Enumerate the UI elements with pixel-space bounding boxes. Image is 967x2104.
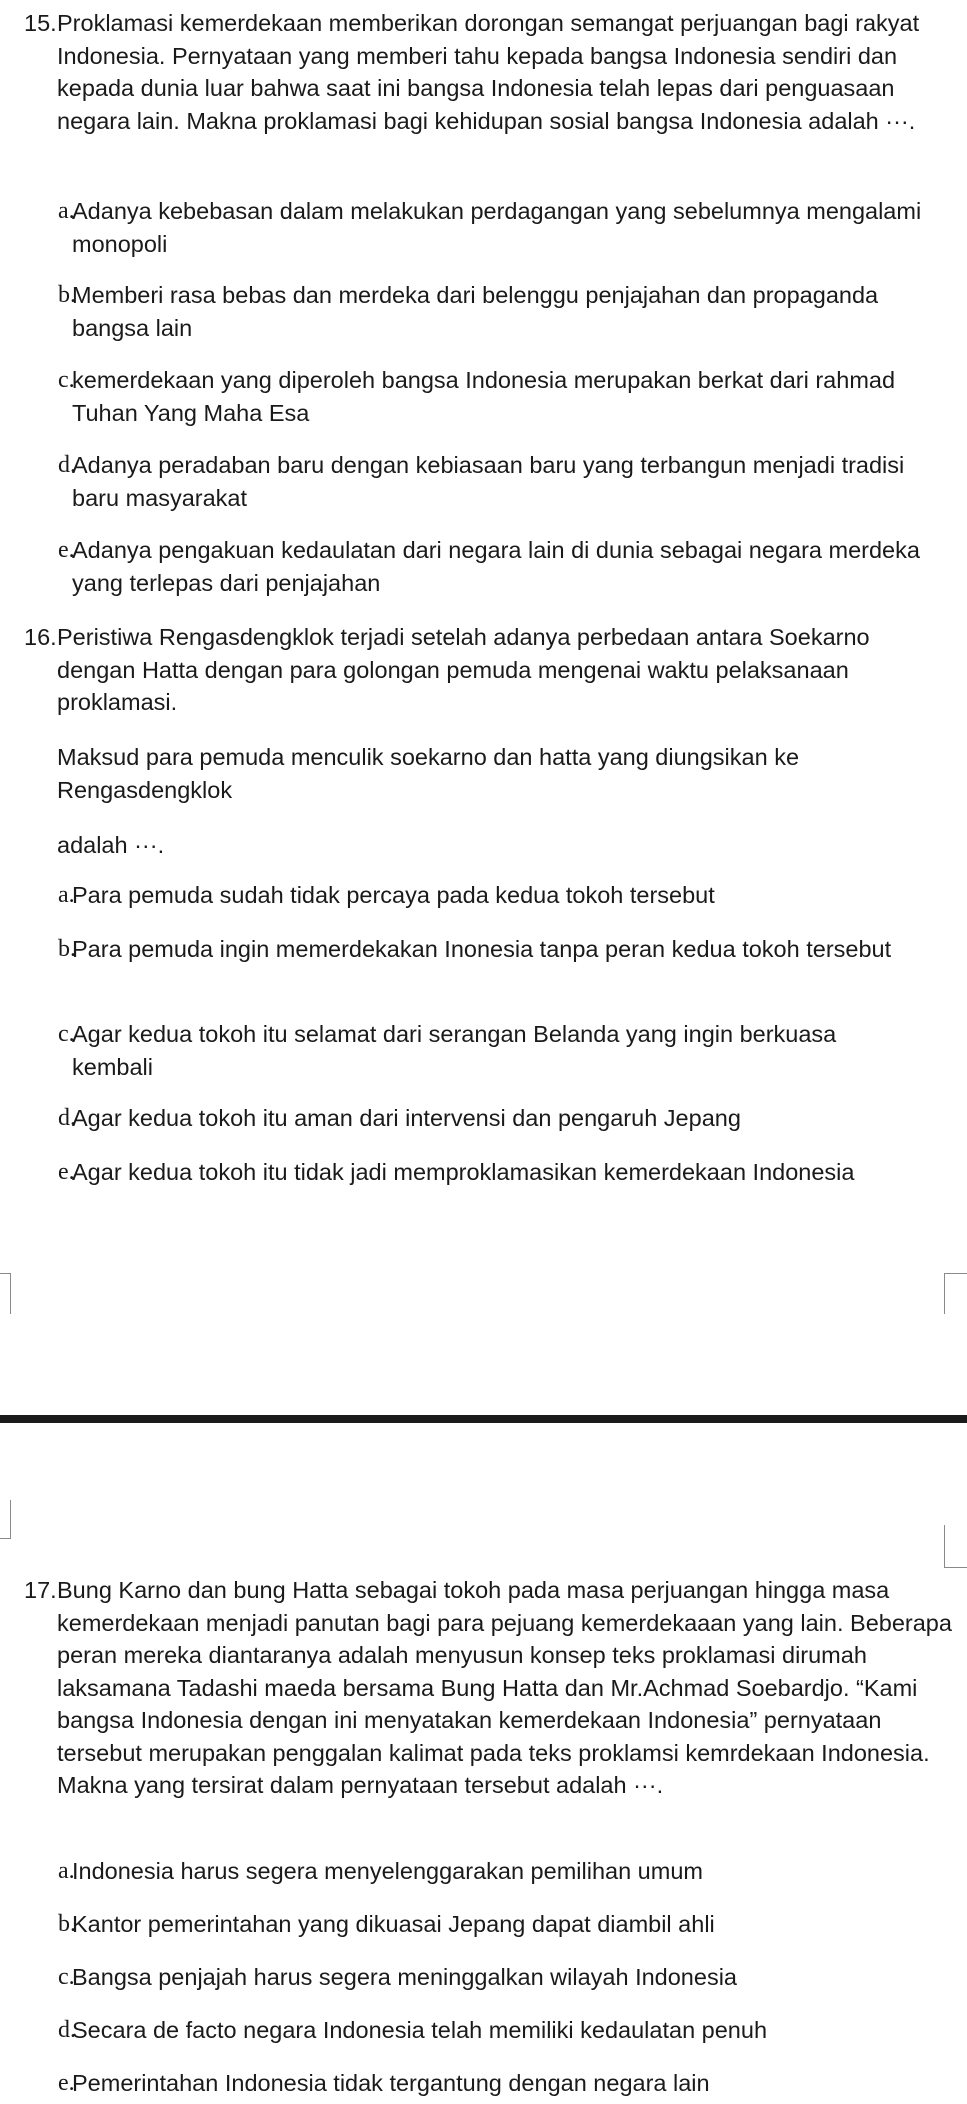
option-letter: c. <box>58 1021 75 1047</box>
question-15 <box>0 7 967 137</box>
option-e[interactable] <box>0 2067 952 2100</box>
question-text: Bung Karno dan bung Hatta sebagai tokoh pada masa perjuangan hingga masa kemerdekaan menjadi panutan bagi para pejuang kemerdekaaan yang lain. Beberapa peran mereka diantaranya adalah menyusun konsep teks proklamasi dirumah laksamana Tadashi maeda bersama Bung Hatta dan Mr.Achmad Soebardjo. “Kami bangsa Indonesia dengan ini menyatakan kemerdekaan Indonesia” pernyataan tersebut merupakan penggalan kalimat pada teks proklamsi kemrdekaan Indonesia. Makna yang tersirat dalam pernyataan tersebut adalah ···. <box>57 1577 952 1798</box>
option-letter: c. <box>58 1964 75 1990</box>
option-text: Adanya pengakuan kedaulatan dari negara lain di dunia sebagai negara merdeka yang terlepas dari penjajahan <box>72 537 920 596</box>
option-text: Para pemuda sudah tidak percaya pada kedua tokoh tersebut <box>72 882 715 908</box>
option-text: Memberi rasa bebas dan merdeka dari belenggu penjajahan dan propaganda bangsa lain <box>72 282 879 341</box>
question-text: Proklamasi kemerdekaan memberikan dorongan semangat perjuangan bagi rakyat Indonesia. Pernyataan yang memberi tahu kepada bangsa Indonesia sendiri dan kepada dunia luar bahwa saat ini bangsa Indonesia telah lepas dari penguasaan negara lain. Makna proklamasi bagi kehidupan sosial bangsa Indonesia adalah ···. <box>57 10 920 134</box>
question-paragraph: adalah ···. <box>57 832 165 858</box>
option-a[interactable] <box>0 1855 952 1888</box>
option-text: Para pemuda ingin memerdekakan Inonesia tanpa peran kedua tokoh tersebut <box>72 936 892 962</box>
option-text: Adanya kebebasan dalam melakukan perdagangan yang sebelumnya mengalami monopoli <box>72 198 922 257</box>
option-text: Indonesia harus segera menyelenggarakan pemilihan umum <box>72 1858 703 1884</box>
question-number: 16. <box>24 624 57 650</box>
option-letter: b. <box>58 1911 76 1937</box>
option-a[interactable] <box>0 195 942 260</box>
option-letter: c. <box>58 367 75 393</box>
option-b[interactable] <box>0 279 942 344</box>
option-d[interactable] <box>0 1102 942 1135</box>
option-text: Agar kedua tokoh itu tidak jadi memproklamasikan kemerdekaan Indonesia <box>72 1159 855 1185</box>
question-16-paragraph <box>0 741 947 806</box>
option-letter: e. <box>58 1159 75 1185</box>
option-d[interactable] <box>0 2014 952 2047</box>
question-17 <box>0 1574 967 1802</box>
option-text: Kantor pemerintahan yang dikuasai Jepang dapat diambil ahli <box>72 1911 715 1937</box>
option-text: Adanya peradaban baru dengan kebiasaan baru yang terbangun menjadi tradisi baru masyarakat <box>72 452 905 511</box>
page-corner-mark <box>944 1273 967 1314</box>
option-text: Pemerintahan Indonesia tidak tergantung dengan negara lain <box>72 2070 710 2096</box>
page-corner-mark <box>0 1273 11 1314</box>
option-c[interactable] <box>0 1961 952 1994</box>
option-letter: e. <box>58 537 75 563</box>
question-16-paragraph <box>0 829 947 862</box>
option-e[interactable] <box>0 1156 892 1189</box>
page-bottom <box>0 1480 967 2104</box>
option-b[interactable] <box>0 1908 952 1941</box>
option-text: Bangsa penjajah harus segera meninggalkan wilayah Indonesia <box>72 1964 737 1990</box>
option-c[interactable] <box>0 1018 902 1083</box>
option-letter: d. <box>58 2017 76 2043</box>
question-text: Peristiwa Rengasdengklok terjadi setelah adanya perbedaan antara Soekarno dengan Hatta dengan para golongan pemuda mengenai waktu pelaksanaan proklamasi. <box>57 624 870 715</box>
option-letter: d. <box>58 452 76 478</box>
question-16 <box>0 621 957 719</box>
question-number: 17. <box>24 1577 57 1603</box>
question-number: 15. <box>24 10 57 36</box>
option-d[interactable] <box>0 449 942 514</box>
option-text: Agar kedua tokoh itu aman dari intervensi dan pengaruh Jepang <box>72 1105 741 1131</box>
page-divider <box>0 1415 967 1423</box>
option-text: Secara de facto negara Indonesia telah memiliki kedaulatan penuh <box>72 2017 768 2043</box>
option-letter: e. <box>58 2070 75 2096</box>
option-c[interactable] <box>0 364 942 429</box>
question-stem <box>24 621 937 719</box>
option-letter: b. <box>58 936 76 962</box>
option-text: kemerdekaan yang diperoleh bangsa Indonesia merupakan berkat dari rahmad Tuhan Yang Maha Esa <box>72 367 896 426</box>
option-a[interactable] <box>0 879 942 912</box>
option-e[interactable] <box>0 534 952 599</box>
option-letter: d. <box>58 1105 76 1131</box>
question-paragraph: Maksud para pemuda menculik soekarno dan hatta yang diungsikan ke Rengasdengklok <box>57 744 800 803</box>
option-letter: b. <box>58 282 76 308</box>
question-stem <box>24 7 967 137</box>
option-letter: a. <box>58 1858 75 1884</box>
question-stem <box>24 1574 957 1802</box>
option-letter: a. <box>58 882 75 908</box>
option-text: Agar kedua tokoh itu selamat dari serangan Belanda yang ingin berkuasa kembali <box>72 1021 837 1080</box>
option-b[interactable] <box>0 933 932 966</box>
option-letter: a. <box>58 198 75 224</box>
